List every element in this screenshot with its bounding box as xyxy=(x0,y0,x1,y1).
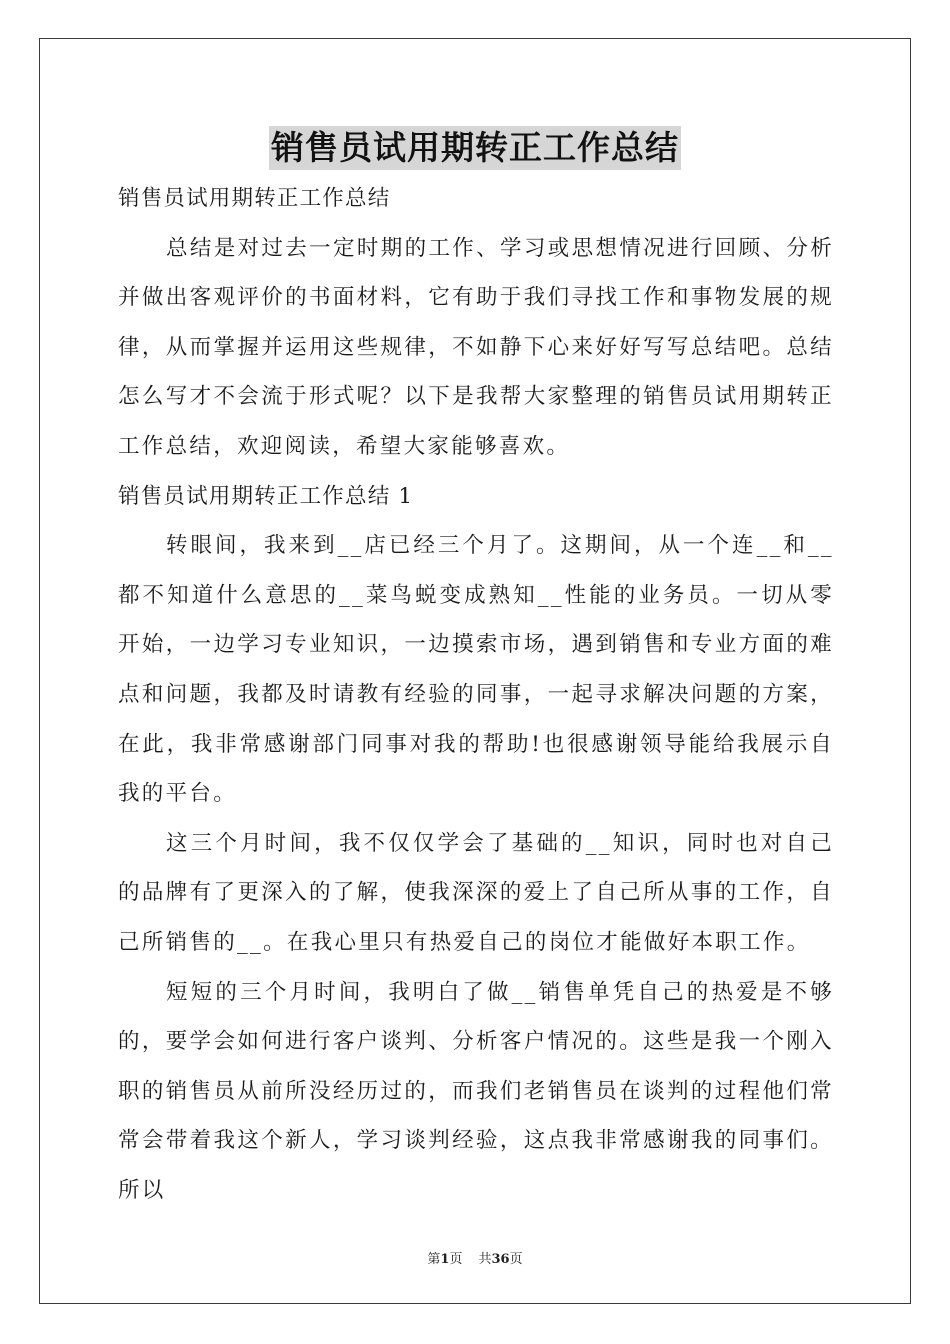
document-subtitle: 销售员试用期转正工作总结 xyxy=(118,186,391,211)
document-title: 销售员试用期转正工作总结 xyxy=(269,126,681,170)
document-body xyxy=(118,174,834,1215)
total-prefix: 共 xyxy=(478,1252,492,1267)
total-suffix: 页 xyxy=(509,1252,523,1267)
title-container xyxy=(0,126,950,170)
page-suffix: 页 xyxy=(449,1252,463,1267)
page-prefix: 第 xyxy=(427,1252,441,1267)
section-paragraph-3: 短短的三个月时间，我明白了做__销售单凭自己的热爱是不够的，要学会如何进行客户谈判、分析客户情况的。这些是我一个刚入职的销售员从前所没经历过的，而我们老销售员在谈判的过程他们常常会带着我这个新人，学习谈判经验，这点我非常感谢我的同事们。所以 xyxy=(118,979,834,1203)
page-footer xyxy=(0,1248,950,1267)
section-paragraph-2: 这三个月时间，我不仅仅学会了基础的__知识，同时也对自己的品牌有了更深入的了解，使我深深的爱上了自己所从事的工作，自己所销售的__。在我心里只有热爱自己的岗位才能做好本职工作。 xyxy=(118,830,834,955)
intro-paragraph: 总结是对过去一定时期的工作、学习或思想情况进行回顾、分析并做出客观评价的书面材料，它有助于我们寻找工作和事物发展的规律，从而掌握并运用这些规律，不如静下心来好好写写总结吧。总结怎么写才不会流于形式呢？以下是我帮大家整理的销售员试用期转正工作总结，欢迎阅读，希望大家能够喜欢。 xyxy=(118,235,834,459)
section-paragraph-1: 转眼间，我来到__店已经三个月了。这期间，从一个连__和__都不知道什么意思的__菜鸟蜕变成熟知__性能的业务员。一切从零开始，一边学习专业知识，一边摸索市场，遇到销售和专业方面的难点和问题，我都及时请教有经验的同事，一起寻求解决问题的方案，在此，我非常感谢部门同事对我的帮助!也很感谢领导能给我展示自我的平台。 xyxy=(118,533,834,807)
total-pages-number: 36 xyxy=(491,1252,510,1267)
current-page-number: 1 xyxy=(440,1252,450,1267)
section-heading: 销售员试用期转正工作总结 1 xyxy=(118,483,414,509)
